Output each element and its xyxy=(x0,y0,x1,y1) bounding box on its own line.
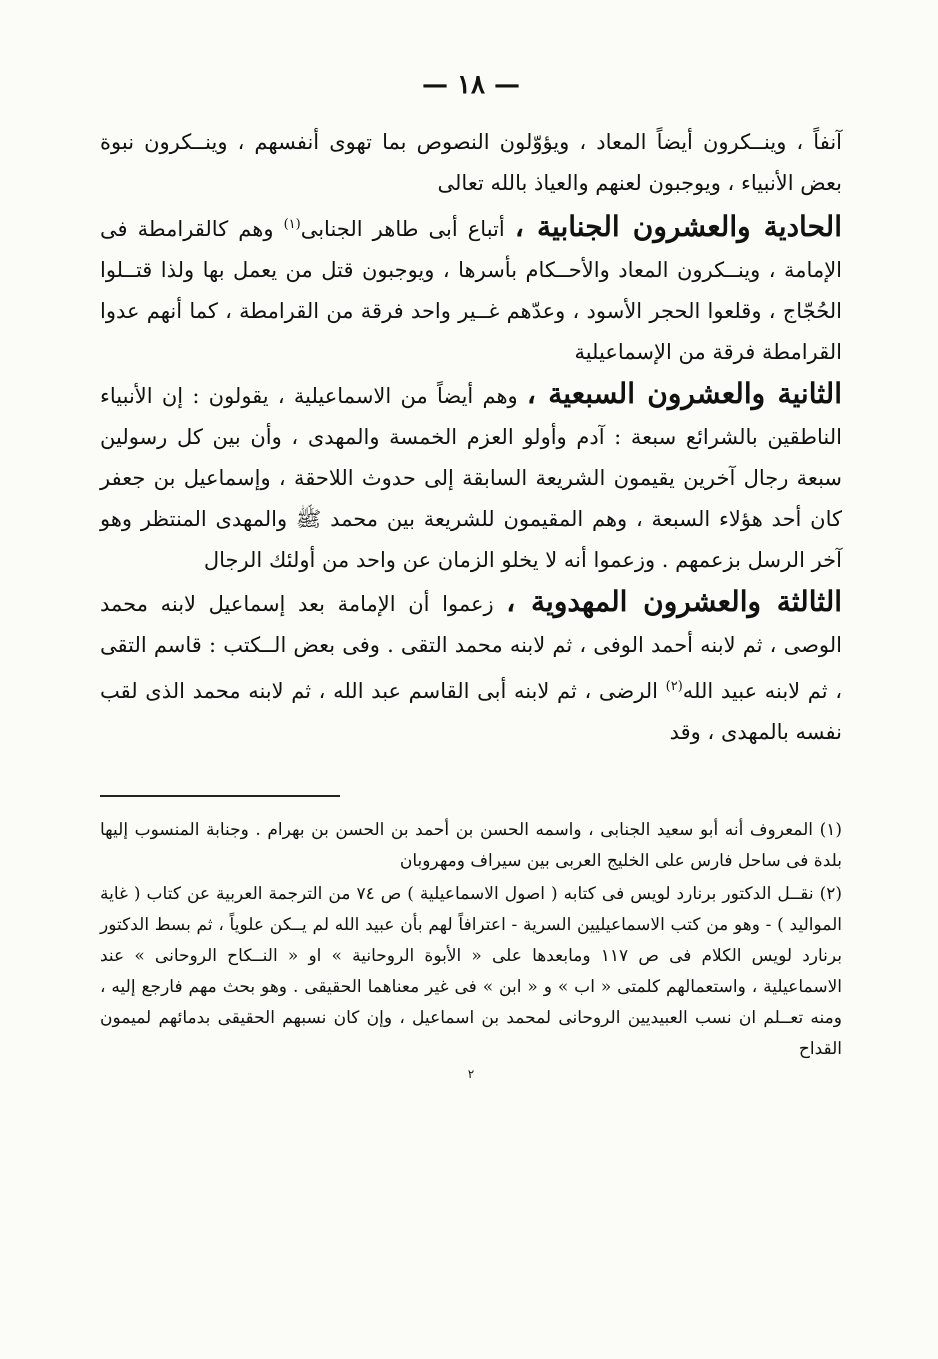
paragraph-text: وهم كالقرامطة فى الإمامة ، وينــكرون المعاد والأحــكام بأسرها ، ويوجبون قتل من يعمل بها ولذا قتــلوا الحُجّاج ، وقلعوا الحجر الأسود ، وعدّهم غــير واحد فرقة من القرامطة ، كما أنهم عدوا القرامطة فرقة من الإسماعيلية xyxy=(100,217,842,364)
page-number: — ١٨ — xyxy=(421,70,521,100)
signature-mark: ٢ xyxy=(467,1067,475,1081)
section-heading-janabiya: الحادية والعشرون الجنابية ، xyxy=(514,210,842,243)
paragraph-text: وهم أيضاً من الاسماعيلية ، يقولون : إن الأنبياء الناطقين بالشرائع سبعة : آدم وأولو العزم الخمسة والمهدى ، وأن بين كل رسولين سبعة رجال آخرين يقيمون الشريعة السابقة إلى حدوث اللاحقة ، وإسماعيل بن جعفر كان أحد هؤلاء السبعة ، وهم المقيمون للشريعة بين محمد ﷺ والمهدى المنتظر وهو آخر الرسل بزعمهم . وزعموا أنه لا يخلو الزمان عن واحد من أولئك الرجال xyxy=(100,384,842,572)
paragraph-text: الرضى ، ثم لابنه أبى القاسم عبد الله ، ثم لابنه محمد الذى لقب نفسه بالمهدى ، وقد xyxy=(100,679,842,744)
footnote-2: (٢) نقــل الدكتور برنارد لويس فى كتابه ( اصول الاسماعيلية ) ص ٧٤ من الترجمة العربية عن كتاب ( غاية المواليد ) - وهو من كتب الاسماعيليين السرية - اعترافاً لهم بأن عبيد الله لم يــكن علوياً ، ثم بسط الدكتور برنارد لويس الكلام فى ص ١١٧ ومابعدها على « الأبوة الروحانية » او « النــكاح الروحانى » عند الاسماعيلية ، واستعمالهم كلمتى « اب » و « ابن » فى غير معناهما الحقيقى . وهو بحث مهم فارجع إليه ، ومنه تعــلم ان نسب العبيديين الروحانى لمحمد بن اسماعيل ، وإن كان نسبهم الحقيقى بدمائهم لميمون القداح xyxy=(100,884,842,1059)
paragraph-text: زعموا أن الإمامة بعد إسماعيل لابنه محمد الوصى ، ثم لابنه أحمد الوفى ، ثم لابنه محمد التقى . وفى بعض الــكتب : قاسم التقى ، ثم لابنه عبيد الله xyxy=(100,592,843,703)
footnotes xyxy=(100,815,842,1065)
paragraph-continuation: آنفاً ، وينــكرون أيضاً المعاد ، ويؤوّلون النصوص بما تهوى أنفسهم ، وينــكرون نبوة بعض الأنبياء ، ويوجبون لعنهم والعياذ بالله تعالى xyxy=(100,130,842,195)
paragraph-janabiya xyxy=(100,204,842,373)
footnote-marker-1: (١) xyxy=(283,217,301,232)
footnote-marker-2: (٢) xyxy=(665,679,683,694)
section-heading-mahdawiyya: الثالثة والعشرون المهدوية ، xyxy=(506,585,842,618)
footnote-1: (١) المعروف أنه أبو سعيد الجنابى ، واسمه الحسن بن أحمد بن الحسن بن بهرام . وجنابة المنسوب إليها بلدة فى ساحل فارس على الخليج العربى بين سيراف ومهروبان xyxy=(100,820,842,871)
paragraph-text: أتباع أبى طاهر الجنابى xyxy=(300,217,515,241)
footnote-separator xyxy=(100,795,340,797)
paragraph-mahdawiyya xyxy=(100,581,842,753)
paragraph-sabiyya xyxy=(100,373,842,581)
main-text xyxy=(100,122,842,753)
section-heading-sabiyya: الثانية والعشرون السبعية ، xyxy=(526,377,842,410)
